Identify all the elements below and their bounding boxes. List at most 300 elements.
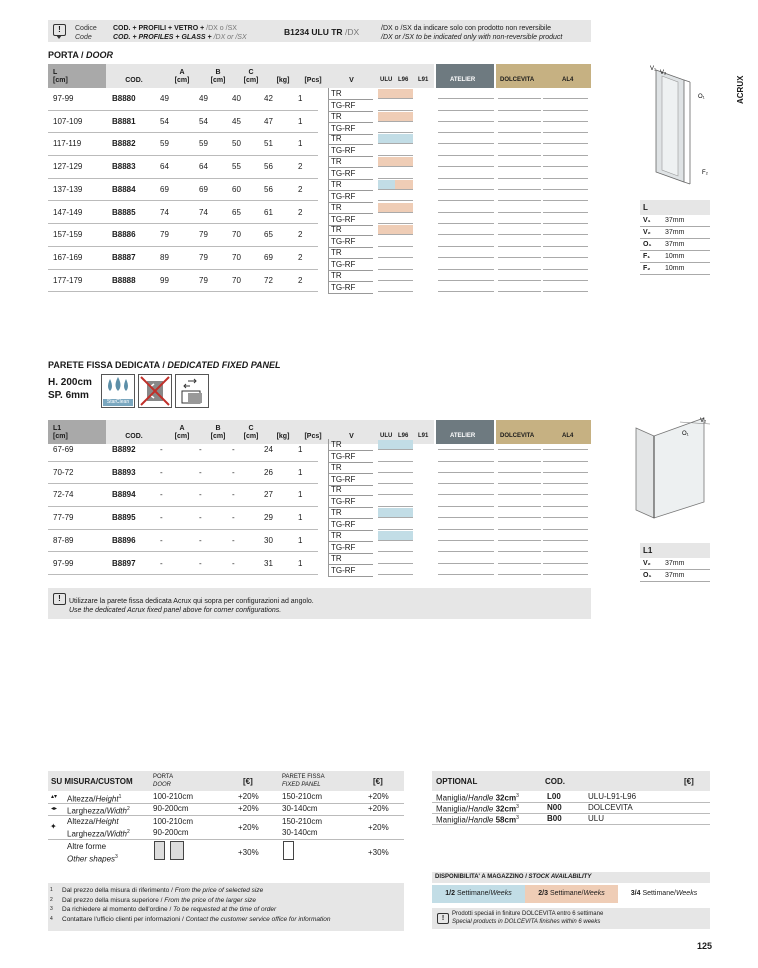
- dimension-value: 37mm: [665, 560, 685, 567]
- row-kg: 61: [264, 207, 273, 217]
- finish-line: [498, 98, 541, 99]
- dimension-row: [640, 215, 710, 227]
- table-row: [48, 202, 593, 225]
- row-cod: B8894: [112, 490, 136, 500]
- stock-title: DISPONIBILITA' A MAGAZZINO / STOCK AVAILABILITY: [432, 872, 710, 883]
- row-v: [328, 224, 373, 248]
- custom-row-other: [48, 839, 404, 865]
- footnote-number: 2: [50, 896, 53, 903]
- row-v: [328, 111, 373, 135]
- finish-line: [378, 494, 413, 495]
- finish-line: [438, 540, 494, 541]
- legend-bar: [48, 20, 591, 42]
- finish-line: [543, 98, 588, 99]
- row-a: 74: [160, 207, 169, 217]
- panel-diagram: [632, 410, 722, 520]
- row-kg: 27: [264, 490, 273, 500]
- row-b: -: [199, 467, 202, 477]
- optional-row: [432, 813, 710, 825]
- range: 90-200cm: [153, 828, 189, 837]
- row-v-tr: TR: [328, 484, 373, 496]
- finish-line: [438, 563, 494, 564]
- row-c: -: [232, 490, 235, 500]
- finish-line: [378, 257, 413, 258]
- legend-example-code: B1234 ULU TR /DX: [284, 27, 360, 37]
- row-v-tr: TR: [328, 179, 373, 191]
- stock-3-4-weeks: 3/4 Settimane/Weeks: [618, 885, 710, 903]
- finish-line: [498, 280, 541, 281]
- row-b: 69: [199, 184, 208, 194]
- header-l91: L91: [418, 77, 429, 83]
- row-c: 55: [232, 162, 241, 172]
- row-v-tr: TR: [328, 553, 373, 565]
- label: Altre forme: [67, 842, 107, 851]
- finish-line: [498, 257, 541, 258]
- finish-line: [378, 189, 413, 190]
- panel-fig-v2: V₂: [700, 418, 707, 424]
- finish-line: [378, 449, 413, 450]
- optional-code: B00: [547, 814, 562, 823]
- row-kg: 56: [264, 184, 273, 194]
- row-c: 70: [232, 252, 241, 262]
- finish-line: [543, 540, 588, 541]
- finish-line: [438, 257, 494, 258]
- footnote: 4 Contattare l'ufficio clienti per informazioni / Contact the customer service office for information: [50, 915, 331, 923]
- header-ulu-group: [376, 64, 434, 88]
- finish-line: [498, 574, 541, 575]
- custom-panel-range: 150-210cm: [282, 792, 323, 801]
- row-l: 117-119: [53, 139, 82, 149]
- finish-line: [543, 517, 588, 518]
- page-number: 125: [697, 941, 713, 951]
- row-cod: B8892: [112, 445, 136, 454]
- finish-line: [543, 574, 588, 575]
- panel-dimension-table: [640, 543, 710, 582]
- row-c: 45: [232, 116, 241, 126]
- row-l: 97-99: [53, 558, 74, 568]
- row-b: 59: [199, 139, 208, 149]
- finish-line: [543, 291, 588, 292]
- header-kg: [kg]: [276, 433, 290, 440]
- dimension-key: O₁: [643, 572, 652, 579]
- header-atelier-label: ATELIER: [450, 433, 476, 439]
- row-b: 64: [199, 162, 208, 172]
- row-pcs: 2: [298, 230, 303, 240]
- row-cod: B8893: [112, 467, 136, 477]
- custom-both-panel-price: +20%: [368, 823, 389, 832]
- row-c: 70: [232, 230, 241, 240]
- row-pcs: 1: [298, 445, 303, 454]
- row-l: 67-69: [53, 445, 74, 454]
- row-c: -: [232, 467, 235, 477]
- row-kg: 56: [264, 162, 273, 172]
- row-kg: 51: [264, 139, 273, 149]
- finish-line: [498, 472, 541, 473]
- footnote: 1 Dal prezzo della misura di riferimento / From the price of selected size: [50, 887, 264, 894]
- finish-line: [438, 98, 494, 99]
- finish-line: [543, 189, 588, 190]
- custom-other-label: Altre forme Other shapes$^3$: [67, 842, 118, 864]
- row-pcs: 2: [298, 275, 303, 285]
- header-l: L1 [cm]: [48, 420, 106, 444]
- header-kg: [kg]: [276, 77, 290, 84]
- row-pcs: 1: [298, 467, 303, 477]
- finish-line: [498, 291, 541, 292]
- row-b: 79: [199, 275, 208, 285]
- finish-line: [543, 143, 588, 144]
- row-kg: 69: [264, 252, 273, 262]
- row-v-tgrf: TG-RF: [328, 451, 373, 463]
- row-v-tgrf: TG-RF: [328, 565, 373, 577]
- row-b: -: [199, 490, 202, 500]
- custom-header: SU MISURA/CUSTOM PORTA DOOR [€] PARETE FISSA FIXED PANEL [€]: [48, 771, 404, 791]
- finish-line: [438, 574, 494, 575]
- row-c: 40: [232, 94, 241, 103]
- row-v-tr: TR: [328, 88, 373, 100]
- stock-note: ! Prodotti speciali in finiture DOLCEVITA entro 6 settimane Special products in DOLCEVITA finishes within 6 weeks: [432, 908, 710, 929]
- row-b: -: [199, 445, 202, 454]
- panel-height: H. 200cm: [48, 377, 92, 388]
- finish-line: [543, 494, 588, 495]
- table-row: [48, 507, 593, 530]
- door-table-header: [48, 64, 593, 88]
- finish-line: [378, 291, 413, 292]
- width-arrows-icon: ◂▸: [51, 806, 58, 812]
- row-a: 99: [160, 275, 169, 285]
- custom-other-panel-price: +30%: [368, 848, 389, 857]
- finish-line: [438, 143, 494, 144]
- finish-line: [498, 189, 541, 190]
- panel-thickness: SP. 6mm: [48, 390, 89, 401]
- row-swatch-blue: [378, 508, 413, 517]
- row-swatch-peach: [378, 157, 413, 166]
- range: 100-210cm: [153, 817, 194, 826]
- row-l: 72-74: [53, 490, 74, 500]
- row-swatch-peach: [378, 112, 413, 121]
- row-kg: 42: [264, 94, 273, 103]
- info-icon: !: [53, 593, 66, 605]
- row-pcs: 2: [298, 207, 303, 217]
- dimension-key: F₁: [643, 253, 651, 260]
- row-v: [328, 133, 373, 157]
- custom-panel-price: +20%: [368, 804, 389, 813]
- row-cod: B8887: [112, 252, 136, 262]
- footnote-number: 1: [50, 887, 53, 893]
- finish-line: [378, 166, 413, 167]
- row-pcs: 2: [298, 162, 303, 172]
- finish-line: [378, 472, 413, 473]
- finish-line: [438, 121, 494, 122]
- header-a: A [cm]: [174, 425, 190, 440]
- row-v-tgrf: TG-RF: [328, 100, 373, 112]
- row-cod: B8888: [112, 275, 136, 285]
- all-directions-icon: ✦: [50, 822, 57, 831]
- table-row: [48, 179, 593, 202]
- finish-line: [498, 540, 541, 541]
- finish-line: [498, 449, 541, 450]
- range: 30-140cm: [282, 828, 318, 837]
- optional-header: OPTIONAL COD. [€]: [432, 771, 710, 791]
- row-swatch-blue: [378, 531, 413, 540]
- row-pcs: 1: [298, 513, 303, 523]
- dimension-value: 37mm: [665, 217, 685, 224]
- optional-desc: ULU: [588, 814, 605, 823]
- range: 150-210cm: [282, 817, 323, 826]
- dimension-value: 10mm: [665, 253, 685, 260]
- custom-both-door: [153, 816, 193, 838]
- row-l: 167-169: [53, 252, 83, 262]
- row-a: -: [160, 490, 163, 500]
- row-l: 77-79: [53, 513, 74, 523]
- header-atelier: [436, 64, 494, 88]
- dimension-value: 10mm: [665, 265, 685, 272]
- custom-door-price: +20%: [238, 804, 259, 813]
- dimension-key: F₂: [643, 265, 651, 272]
- row-swatch-peach: [395, 180, 413, 189]
- finish-line: [498, 517, 541, 518]
- row-c: -: [232, 445, 235, 454]
- row-v: [328, 507, 373, 531]
- row-v-tr: TR: [328, 439, 373, 451]
- door-section-title: PORTA / DOOR: [48, 50, 114, 60]
- finish-line: [438, 234, 494, 235]
- optional-code: N00: [547, 803, 562, 812]
- row-v: [328, 247, 373, 271]
- row-pcs: 1: [298, 535, 303, 545]
- row-b: -: [199, 535, 202, 545]
- finish-line: [438, 291, 494, 292]
- optional-label: Maniglia/Handle $32cm^3$: [436, 793, 519, 803]
- custom-panel-range: 30-140cm: [282, 804, 318, 813]
- row-v-tgrf: TG-RF: [328, 214, 373, 226]
- finish-line: [543, 234, 588, 235]
- row-a: 89: [160, 252, 169, 262]
- row-a: -: [160, 467, 163, 477]
- dimension-value: 37mm: [665, 241, 685, 248]
- row-cod: B8896: [112, 535, 136, 545]
- row-l: 137-139: [53, 184, 83, 194]
- row-c: 70: [232, 275, 241, 285]
- header-cod: COD.: [125, 433, 143, 440]
- finish-line: [438, 166, 494, 167]
- stock-1-2-weeks: 1/2 Settimane/Weeks: [432, 885, 525, 903]
- row-c: -: [232, 535, 235, 545]
- dimension-value: 37mm: [665, 229, 685, 236]
- slide-panel-icon: [175, 374, 209, 408]
- dimension-row: [640, 558, 710, 570]
- custom-both-panel: [282, 816, 322, 838]
- row-cod: B8882: [112, 139, 136, 149]
- row-cod: B8895: [112, 513, 136, 523]
- header-l91: L91: [418, 433, 429, 439]
- table-row: [48, 88, 593, 111]
- row-swatch-blue: [378, 134, 413, 143]
- finish-line: [543, 449, 588, 450]
- row-divider: [48, 574, 318, 575]
- row-l: 97-99: [53, 94, 74, 103]
- header-pcs: [Pcs]: [304, 433, 322, 440]
- row-a: 54: [160, 116, 169, 126]
- row-l: 87-89: [53, 535, 74, 545]
- header-dolcevita: DOLCEVITA: [500, 433, 535, 439]
- info-icon: !: [53, 24, 66, 36]
- finish-line: [543, 257, 588, 258]
- table-row: [48, 484, 593, 507]
- row-v-tr: TR: [328, 133, 373, 145]
- row-v: [328, 530, 373, 554]
- row-cod: B8886: [112, 230, 136, 240]
- row-swatch-blue: [378, 180, 395, 189]
- row-v: [328, 202, 373, 226]
- finish-line: [378, 280, 413, 281]
- row-swatch-peach: [378, 203, 413, 212]
- door-fig-f2: F₂: [702, 170, 708, 176]
- header-pcs: [Pcs]: [304, 77, 322, 84]
- row-divider: [48, 291, 318, 292]
- table-row: [48, 133, 593, 156]
- door-fig-o1: O₁: [698, 94, 705, 100]
- footnote: 2 Dal prezzo della misura superiore / From the price of the larger size: [50, 896, 257, 904]
- row-kg: 47: [264, 116, 273, 126]
- row-v-tgrf: TG-RF: [328, 496, 373, 508]
- row-a: 49: [160, 94, 169, 103]
- custom-door-range: 90-200cm: [153, 804, 189, 813]
- row-v: [328, 270, 373, 294]
- table-row: [48, 530, 593, 553]
- header-c: C [cm]: [243, 69, 259, 84]
- custom-other-door-price: +30%: [238, 848, 259, 857]
- row-a: 79: [160, 230, 169, 240]
- header-v: V: [349, 77, 354, 84]
- custom-both-label: Altezza/Height Larghezza/Width$^2$: [67, 817, 130, 839]
- table-row: [48, 247, 593, 270]
- row-v-tr: TR: [328, 156, 373, 168]
- row-b: 79: [199, 252, 208, 262]
- legend-note: /DX o /SX da indicare solo con prodotto non reversibile /DX or /SX to be indicated only with non-reversible product: [381, 25, 563, 41]
- dimension-row: [640, 570, 710, 582]
- dimension-key: O₁: [643, 241, 652, 248]
- optional-label: Maniglia/Handle $58cm^3$: [436, 815, 519, 825]
- finish-line: [543, 166, 588, 167]
- finish-line: [378, 98, 413, 99]
- row-swatch-blue: [378, 440, 413, 449]
- row-v-tgrf: TG-RF: [328, 168, 373, 180]
- row-v-tgrf: TG-RF: [328, 236, 373, 248]
- finish-line: [543, 563, 588, 564]
- row-a: 64: [160, 162, 169, 172]
- row-v-tgrf: TG-RF: [328, 519, 373, 531]
- custom-panel-price: +20%: [368, 792, 389, 801]
- custom-footnotes: [48, 883, 404, 931]
- row-kg: 24: [264, 445, 273, 454]
- row-kg: 29: [264, 513, 273, 523]
- dimension-key: V₂: [643, 560, 651, 567]
- row-v: [328, 439, 373, 463]
- header-l: L [cm]: [48, 64, 106, 88]
- row-v-tgrf: TG-RF: [328, 145, 373, 157]
- not-reversible-icon: [138, 374, 172, 408]
- finish-line: [378, 540, 413, 541]
- finish-line: [543, 121, 588, 122]
- panel-fig-o1: O₁: [682, 431, 689, 437]
- row-pcs: 2: [298, 184, 303, 194]
- header-al4: AL4: [562, 77, 574, 83]
- row-v-tgrf: TG-RF: [328, 474, 373, 486]
- finish-line: [378, 143, 413, 144]
- finish-line: [498, 166, 541, 167]
- shape-icon: [283, 841, 294, 860]
- custom-both-door-price: +20%: [238, 823, 259, 832]
- footnote: 3 Da richiedere al momento dell'ordine / To be requested at the time of order: [50, 906, 277, 913]
- finish-line: [438, 449, 494, 450]
- footnote-number: 4: [50, 915, 53, 922]
- row-v-tgrf: TG-RF: [328, 542, 373, 554]
- header-b: B [cm]: [210, 69, 226, 84]
- row-l: 147-149: [53, 207, 83, 217]
- door-diagram: [630, 60, 720, 190]
- row-v: [328, 484, 373, 508]
- door-dimension-table: [640, 200, 710, 275]
- dimension-key: V₂: [643, 229, 651, 236]
- optional-code: L00: [547, 792, 561, 801]
- row-v: [328, 179, 373, 203]
- row-c: -: [232, 558, 235, 568]
- header-ulu: ULU: [380, 77, 393, 83]
- finish-line: [498, 234, 541, 235]
- row-pcs: 1: [298, 116, 303, 126]
- row-a: -: [160, 535, 163, 545]
- row-b: 74: [199, 207, 208, 217]
- footnote-number: 3: [50, 906, 53, 912]
- row-kg: 65: [264, 230, 273, 240]
- row-swatch-peach: [378, 89, 413, 98]
- finish-line: [378, 234, 413, 235]
- table-row: [48, 270, 593, 293]
- row-kg: 30: [264, 535, 273, 545]
- row-v-tr: TR: [328, 224, 373, 236]
- row-pcs: 1: [298, 558, 303, 568]
- stock-2-3-weeks: 2/3 Settimane/Weeks: [525, 885, 618, 903]
- header-dolcevita: DOLCEVITA: [500, 77, 535, 83]
- row-pcs: 1: [298, 139, 303, 149]
- dimension-row: [640, 239, 710, 251]
- row-cod: B8881: [112, 116, 136, 126]
- table-row: [48, 224, 593, 247]
- header-l96: L96: [398, 433, 409, 439]
- header-l96: L96: [398, 77, 409, 83]
- dimension-row: [640, 251, 710, 263]
- row-cod: B8883: [112, 162, 136, 172]
- finish-line: [543, 212, 588, 213]
- door-fig-v1: V₁: [650, 66, 657, 72]
- finish-line: [438, 189, 494, 190]
- optional-label: Maniglia/Handle $32cm^3$: [436, 804, 519, 814]
- row-a: 59: [160, 139, 169, 149]
- row-a: -: [160, 513, 163, 523]
- row-v: [328, 156, 373, 180]
- optional-desc: ULU-L91-L96: [588, 792, 637, 801]
- row-v-tr: TR: [328, 530, 373, 542]
- height-arrows-icon: ▴▾: [51, 794, 58, 800]
- header-gold: [496, 64, 591, 88]
- header-atelier-label: ATELIER: [450, 77, 476, 83]
- dimension-key: V₁: [643, 217, 651, 224]
- row-kg: 72: [264, 275, 273, 285]
- row-pcs: 1: [298, 94, 303, 103]
- row-b: 54: [199, 116, 208, 126]
- row-v-tr: TR: [328, 247, 373, 259]
- legend-code-label: Codice Code: [75, 25, 97, 41]
